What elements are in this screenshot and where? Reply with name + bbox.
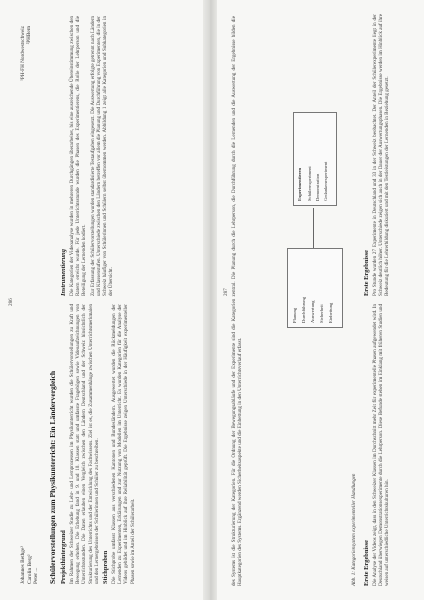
category-label: Schülerexperiment	[307, 166, 312, 201]
right-column-2	[361, 14, 393, 296]
left-column-1	[58, 304, 138, 584]
author: Carolin Berg²	[26, 554, 33, 584]
figure-caption: Abb. 1: Kategoriensystem experimenteller Handlungen	[351, 473, 357, 586]
category-label: Planung	[292, 307, 297, 323]
section-heading: Erste Ergebnisse	[363, 540, 370, 586]
section-heading: Stichproben	[102, 550, 110, 584]
category-list-box	[287, 248, 343, 328]
category-label: Demonstration	[315, 173, 320, 201]
affiliation: ²PHBern	[26, 26, 33, 45]
right-page-content	[221, 0, 421, 596]
paper-title: Schülervorstellungen zum Physikunterricht: Ein Ländervergleich	[48, 370, 57, 584]
page-number: 287	[223, 288, 229, 296]
paragraph: Zur Erfassung der Schülervorstellungen wurden standardisierte Testaufgaben eingesetzt. Die Auswertung erfolgte getrennt nach Ländern und Klassenstufen. Unterschiede zwischen den Ländern betreffen vor allem die Planung und Durchführung von Experimenten, die in der Schweiz häufiger von Schülerinnen und Schülern selbst übernommen werden. Abbildung 1 zeigt alle Kategorien und Subkategorien in der Übersicht.	[89, 16, 115, 296]
diagram-connector	[313, 208, 314, 248]
author: Johannes Bethge¹	[20, 546, 26, 584]
paragraph: Die Kategorien der Videoanalyse wurden in mehreren Durchgängen überarbeitet, bis eine ausreichende Übereinstimmung zwischen den Ratern erreicht wurde. Für jede Unterrichtsstunde wurden die Phasen des Experimentierens, die Rolle der Lehrperson und die Beteiligung der Lernenden kodiert.	[69, 16, 88, 296]
left-page	[0, 0, 203, 600]
paragraph: Die Analyse der Videos zeigt, dass in den Schweizer Klassen im Durchschnitt mehr Zeit für experimentelle Phasen aufgewendet wird. In Deutschland überwiegen Demonstrationsexperimente durch die Lehrperson. Diese Befunde stehen im Einklang mit früheren Studien und weisen auf unterschiedliche Unterrichtskulturen hin.	[372, 304, 391, 586]
right-page	[217, 0, 424, 600]
page-number: 286	[8, 298, 14, 306]
category-diagram	[283, 16, 345, 336]
paragraph: Im Rahmen der Schweizer Studie zu Lehr- und Lernprozessen im Physikunterricht wurden die Schülervorstellungen zu Kraft und Bewegung erhoben. Die Erhebung fand in 9. und 10. Klassen statt und umfasste Fragebögen sowie Videoaufzeichnungen von Unterrichtsstunden. Die Daten erlauben einen Vergleich zwischen den Ländern Deutschland und der Schweiz hinsichtlich der Strukturierung des Unterrichts und der Entwicklung des Fachwissens. Ziel ist es, die Zusammenhänge zwischen Unterrichtsmerkmalen und den Lernergebnissen der Schülerinnen und Schüler zu beschreiben.	[69, 304, 100, 584]
box-title: Experimentieren	[297, 167, 302, 201]
right-column-1	[361, 304, 393, 586]
left-column-2	[58, 16, 116, 296]
paragraph: Die Stichprobe umfasst Klassen aus verschiedenen Kantonen und Bundesländern. Ausgewertet wurden die Rückmeldungen der Lernenden zu Experimenten, Erklärungen und zur Nutzung von Modellen im Unterricht. Es wurden Kategorien für die Analyse der Videos gebildet und im Hinblick auf ihre Reliabilität geprüft. Die Ergebnisse zeigen Unterschiede in der Häufigkeit experimenteller Phasen sowie im Anteil der Schülerarbeit.	[111, 304, 136, 584]
experiment-box	[293, 112, 337, 206]
author-list	[20, 464, 40, 584]
author: Peter ...	[33, 567, 40, 584]
category-label: Auswertung	[310, 300, 315, 323]
section-heading: Projekthintergrund	[60, 530, 67, 584]
section-heading: Instrumentierung	[60, 249, 67, 296]
affiliation: ¹PH-FH Nordwestschweiz	[20, 26, 26, 81]
category-label: Einbettung	[328, 302, 333, 323]
affiliation-list	[20, 26, 33, 156]
paragraph: des Systems ist die Strukturierung der Kategorien. Für die Ordnung der Bewegungsabläufe und der Experimente sind die Kategorien zentral. Die Planung durch die Lehrperson, die Durchführung durch die Lernenden und die Auswertung der Ergebnisse bilden die Hauptkategorien des Systems. Ergänzend werden Sicherheitsaspekte und die Einbettung in den Unterrichtsverlauf erfasst.	[231, 16, 244, 586]
book-spine	[203, 0, 217, 600]
category-label: Gedankenexperiment	[323, 161, 328, 201]
category-label: Durchführung	[301, 296, 306, 323]
category-label: Sicherheit	[319, 304, 324, 323]
left-page-content	[6, 0, 203, 596]
paragraph: Pro Stunde wurden 27 Experimente in Deutschland und 33 in der Schweiz beobachtet. Der Anteil der Schülerexperimente liegt in der Schweiz deutlich höher. Unterschiede zeigen sich auch in der Dauer der Auswertungsphasen. Die Ergebnisse werden im Hinblick auf ihre Bedeutung für die Lehrerbildung diskutiert und mit den Testleistungen der Lernenden in Beziehung gesetzt.	[372, 14, 391, 296]
section-heading: Erste Ergebnisse	[363, 250, 370, 296]
